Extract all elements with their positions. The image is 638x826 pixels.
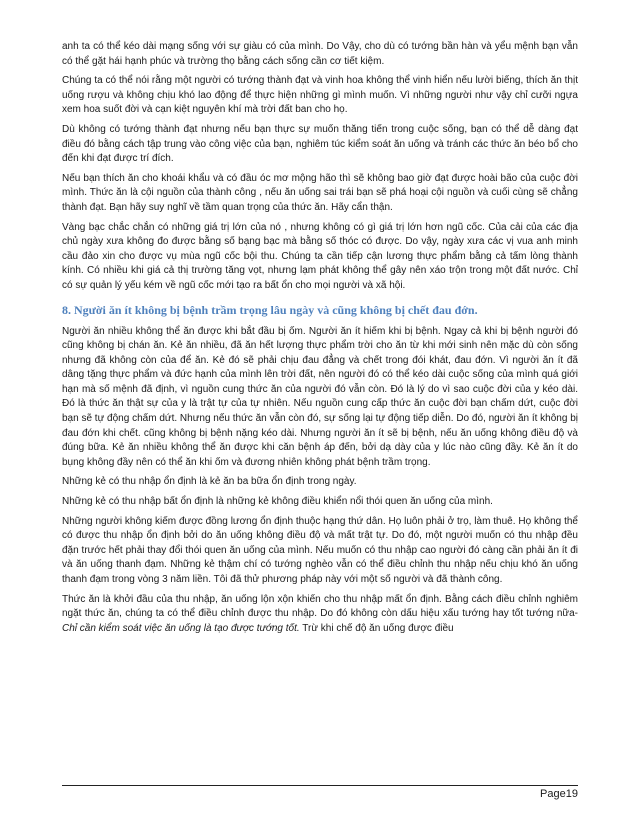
paragraph: anh ta có thể kéo dài mạng sống với sự giàu có của mình. Do Vậy, cho dù có tướng bần hàn và yểu mệnh bạn vẫn có thể gặt hái hạnh phúc và trường thọ bằng cách sống cần cơ tiết kiệm.	[62, 41, 578, 67]
paragraph: Những kẻ có thu nhập ổn định là kẻ ăn ba bữa ổn định trong ngày.	[62, 476, 357, 488]
paragraph: Vàng bạc chắc chắn có những giá trị lớn của nó , nhưng không có gì giá trị lớn hơn ngũ cốc. Của cải của các địa chủ ngày xưa không đo được bằng số bạng bạc mà bằng số thóc có được. Do vậy, ngày xưa các vị vua anh minh cầu đảo xin cho được vụ mùa ngũ cốc bội thu. Chúng ta cần tiếp cận lương thực phẩm bằng cả tấm lòng thành kính. Có nhiều khi giá cả thị trường tăng vọt, nhưng lạm phát không thể gây nên xáo trộn trong một đất nước. Chỉ có sự quản lý yếu kém về ngũ cốc mới tạo ra bất ổn cho mọi người và xã hội.	[62, 221, 578, 291]
paragraph: Nếu bạn thích ăn cho khoái khẩu và có đầu óc mơ mộng hão thì sẽ không bao giờ đạt được hoài bão của cuộc đời mình. Thức ăn là cội nguồn của thành công , nếu ăn uống sai trái bạn sẽ phá hoại cội nguồn và cuối cùng sẽ chẳng thành đạt. Bạn hãy suy nghĩ về tầm quan trọng của thức ăn. Hãy cẩn thận.	[62, 172, 578, 213]
paragraph: Dù không có tướng thành đạt nhưng nếu bạn thực sự muốn thăng tiến trong cuộc sống, bạn có thể dễ dàng đạt điều đó bằng cách tập trung vào công việc của bạn, nghiêm túc kiểm soát ăn uống và tránh các thức ăn béo bổ cho đến khi đạt được trí đích.	[62, 123, 578, 165]
italic-emphasis: Chỉ cần kiểm soát việc ăn uống là tạo được tướng tốt.	[62, 622, 300, 634]
paragraph: Chúng ta có thể nói rằng một người có tướng thành đạt và vinh hoa không thể vinh hiển nếu lười biếng, thích ăn thịt uống rượu và không chịu khó lao động để thực hiện những gì mình muốn. Vì những người như vậy chỉ cưỡi ngựa xem hoa suốt đời và cạn kiệt nguyên khí mà trời đất ban cho họ.	[62, 75, 578, 116]
paragraph-last	[62, 593, 578, 637]
paragraph: Người ăn nhiều không thể ăn được khi bắt đầu bị ốm. Người ăn ít hiếm khi bị bệnh. Ngay cả khi bị bệnh người đó cũng không bị chán ăn. Kẻ ăn nhiều, đã ăn hết lượng thực phẩm trời cho ăn từ khi mới sinh nên mặc dù còn sống nhưng đã không còn của để ăn. Kẻ đó sẽ phải chịu đau đẳng và chết trong đói khát, đau đớn. Vì người ăn ít đã dâng tặng thực phẩm và đức hạnh của mình lên trời đất, nên người đó có thể kéo dài cuộc sống của mình quá giới hạn mà số mệnh đã định, vì nguồn cung thức ăn của người đó vẫn còn. Đó là lý do vì sao cuộc đời của y kéo dài. Đó là thức ăn thật sự của y là trật tự của tự nhiên. Nếu nguồn cung cấp thức ăn cuộc đời bạn chấm dứt, cuộc đời bạn sẽ tự động chấm dứt. Nhưng nếu thức ăn vẫn còn đó, sự sống lại tự động tiếp diễn. Do đó, người ăn ít không bị đau đớn khi chết. cũng không bị bệnh nặng kéo dài. Nhưng người ăn ít sẽ bị bệnh, nếu ăn uống không điều độ và đúng bữa. Kẻ ăn nhiều không thể ăn được khi căn bệnh áp đến, bởi dạ dày của y lúc nào cũng đầy. Kẻ ăn ít do bụng không đầy nên có thể ăn khi ốm và đương nhiên không phát bệnh trầm trọng.	[62, 325, 578, 468]
section-heading: 8. Người ăn ít không bị bệnh trầm trọng lâu ngày và cũng không bị chết đau đớn.	[62, 302, 478, 317]
paragraph-text: Thức ăn là khởi đầu của thu nhập, ăn uống lộn xộn khiến cho thu nhập mất ổn định. Bằng cách điều chỉnh nghiêm ngặt thức ăn, chúng ta có thể điều chỉnh được thu nhập. Do đó không còn dấu hiệu xấu tướng hay tốt tướng nữa-	[62, 593, 578, 620]
footer-rule	[62, 785, 578, 786]
paragraph-text: Trừ khi chế độ ăn uống được điều	[299, 622, 454, 634]
page-number	[540, 788, 578, 800]
page-number-value: 19	[565, 788, 578, 800]
page-label: Page	[540, 788, 566, 800]
page-body	[62, 40, 578, 641]
paragraph: Những người không kiếm được đồng lương ổn định thuộc hạng thứ dân. Họ luôn phải ở trọ, làm thuê. Họ không thể có được thu nhập ổn định bởi do ăn uống không điều độ và mất trật tự. Do đó, một người muốn có thu nhập đều đặn trước hết phải thay đổi thói quen ăn uống của mình. Nếu muốn có thu nhập cao người đó càng cần phải ăn ít đi và ăn uống thanh đạm. Những kẻ thậm chí có tướng nghèo vẫn có thể điều chỉnh thu nhập nếu chịu khó ăn uống thanh đạm trong vòng 3 năm liền. Tôi đã thử phương pháp này với một số người và đã thành công.	[62, 515, 578, 585]
paragraph: Những kẻ có thu nhập bất ổn định là những kẻ không điều khiển nổi thói quen ăn uống của mình.	[62, 496, 493, 508]
